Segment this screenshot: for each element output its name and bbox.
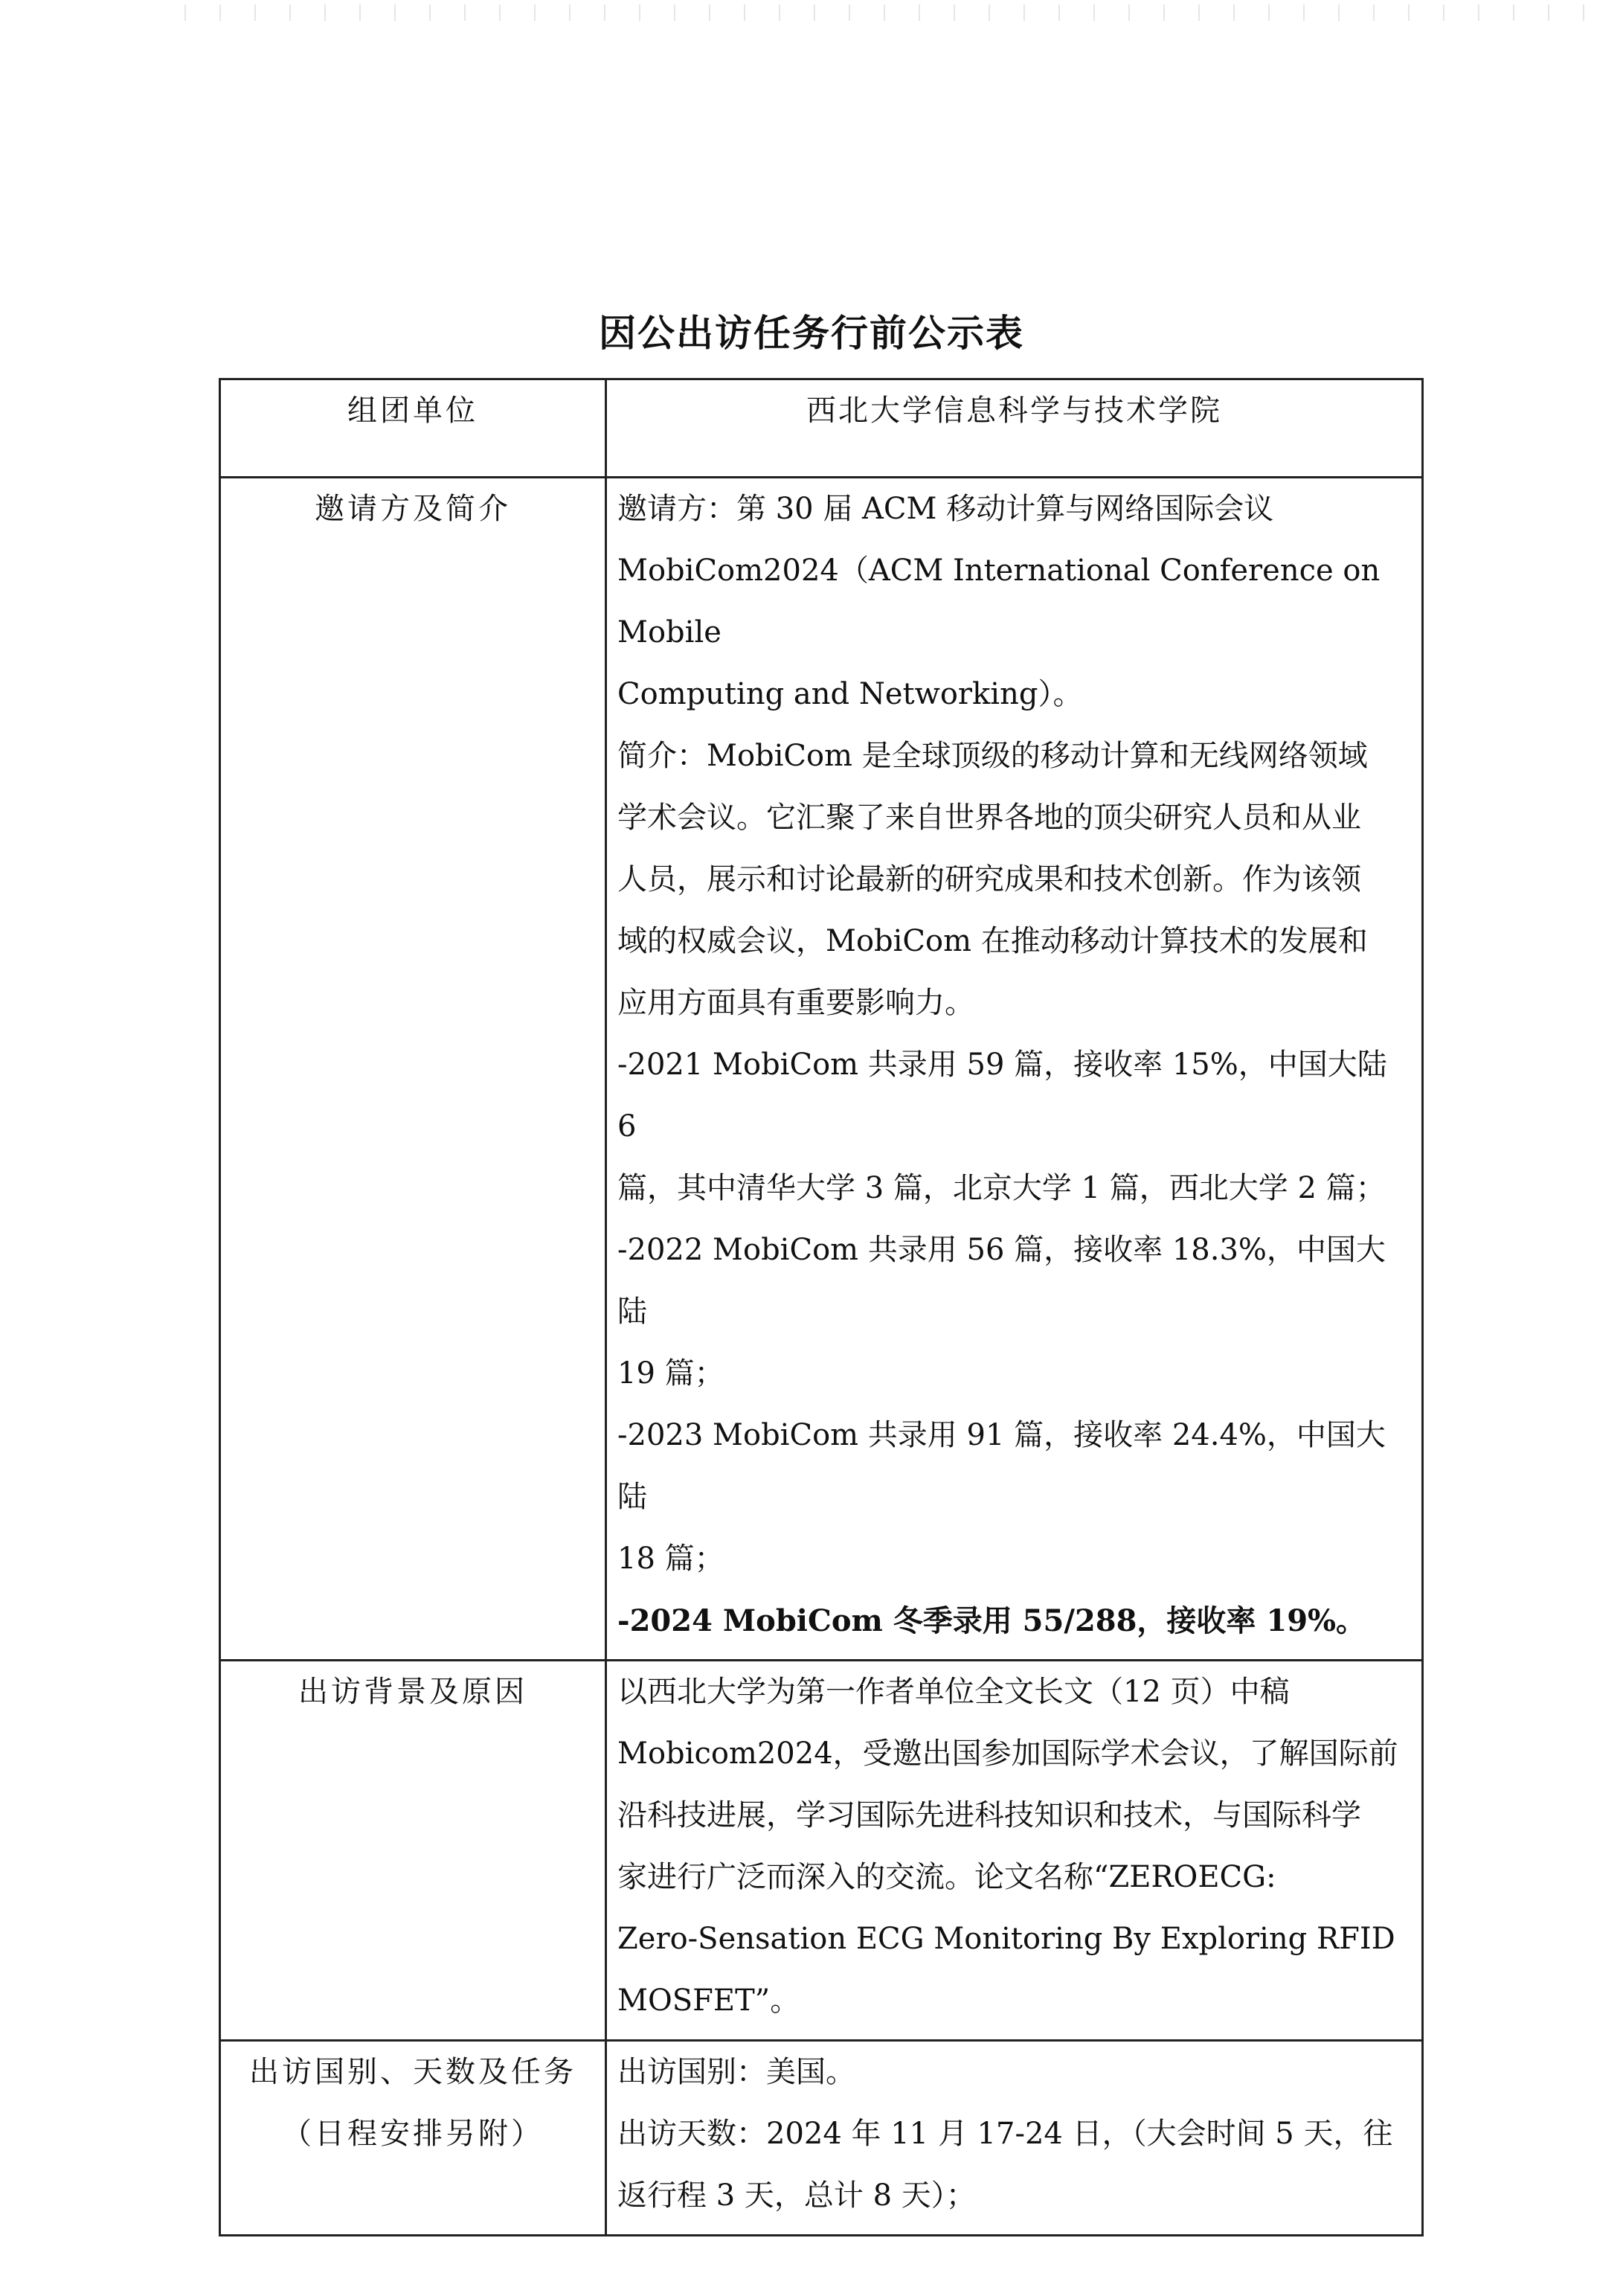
paper-title-line: Zero-Sensation ECG Monitoring By Exploring RFID: [617, 1922, 1395, 1956]
intro-line: 域的权威会议，MobiCom 在推动移动计算技术的发展和: [617, 924, 1368, 958]
value-destination: [606, 2041, 1423, 2236]
document-title: 因公出访任务行前公示表: [599, 311, 1024, 355]
background-line: 以西北大学为第一作者单位全文长文（12 页）中稿: [617, 1675, 1290, 1709]
label-background: [220, 1661, 606, 2041]
intro-line: 简介：MobiCom 是全球顶级的移动计算和无线网络领域: [617, 739, 1368, 773]
scan-edge-artifact: [171, 4, 1584, 21]
intro-line: 人员，展示和讨论最新的研究成果和技术创新。作为该领: [617, 862, 1361, 897]
intro-line: 应用方面具有重要影响力。: [617, 986, 974, 1020]
table-row-background: [220, 1661, 1423, 2041]
duration-line: 返行程 3 天，总计 8 天）；: [617, 2178, 976, 2213]
stats-2024-line: -2024 MobiCom 冬季录用 55/288，接收率 19%。: [617, 1603, 1366, 1638]
label-text: 出访国别、天数及任务: [249, 2055, 576, 2089]
label-destination: [220, 2041, 606, 2236]
background-line: Mobicom2024，受邀出国参加国际学术会议，了解国际前: [617, 1737, 1398, 1771]
background-line: 沿科技进展，学习国际先进科技知识和技术，与国际科学: [617, 1798, 1361, 1832]
label-organizing-unit: [220, 379, 606, 478]
inviter-line: MobiCom2024（ACM International Conference on Mobile: [617, 554, 1381, 650]
destination-line: 出访国别：美国。: [617, 2055, 855, 2089]
intro-line: 学术会议。它汇聚了来自世界各地的顶尖研究人员和从业: [617, 801, 1361, 835]
publicity-form-table: [219, 378, 1424, 2236]
label-text: 组团单位: [347, 394, 478, 428]
duration-line: 出访天数：2024 年 11 月 17-24 日，（大会时间 5 天，往: [617, 2117, 1393, 2151]
label-text: 邀请方及简介: [315, 492, 511, 526]
table-row-destination: [220, 2041, 1423, 2236]
stats-2021-line: -2021 MobiCom 共录用 59 篇，接收率 15%，中国大陆 6: [617, 1048, 1387, 1144]
background-line: 家进行广泛而深入的交流。论文名称“ZEROECG:: [617, 1860, 1276, 1894]
value-background: [606, 1661, 1423, 2041]
stats-2022-line: -2022 MobiCom 共录用 56 篇，接收率 18.3%，中国大陆: [617, 1233, 1386, 1329]
inviter-line: 邀请方：第 30 届 ACM 移动计算与网络国际会议: [617, 492, 1274, 526]
value-organizing-unit: [606, 379, 1423, 478]
stats-2021-line: 篇，其中清华大学 3 篇，北京大学 1 篇，西北大学 2 篇；: [617, 1171, 1386, 1205]
label-text: 出访背景及原因: [298, 1675, 527, 1709]
stats-2022-line: 19 篇；: [617, 1356, 724, 1391]
table-row-organizing-unit: [220, 379, 1423, 478]
value-text: 西北大学信息科学与技术学院: [806, 394, 1222, 428]
table-row-inviter: [220, 478, 1423, 1661]
stats-2023-line: -2023 MobiCom 共录用 91 篇，接收率 24.4%，中国大陆: [617, 1418, 1386, 1514]
stats-2023-line: 18 篇；: [617, 1542, 724, 1576]
inviter-line: Computing and Networking）。: [617, 677, 1083, 711]
label-subtext: （日程安排另附）: [282, 2117, 544, 2151]
value-inviter: [606, 478, 1423, 1661]
paper-title-line: MOSFET”。: [617, 1984, 800, 2018]
label-inviter: [220, 478, 606, 1661]
